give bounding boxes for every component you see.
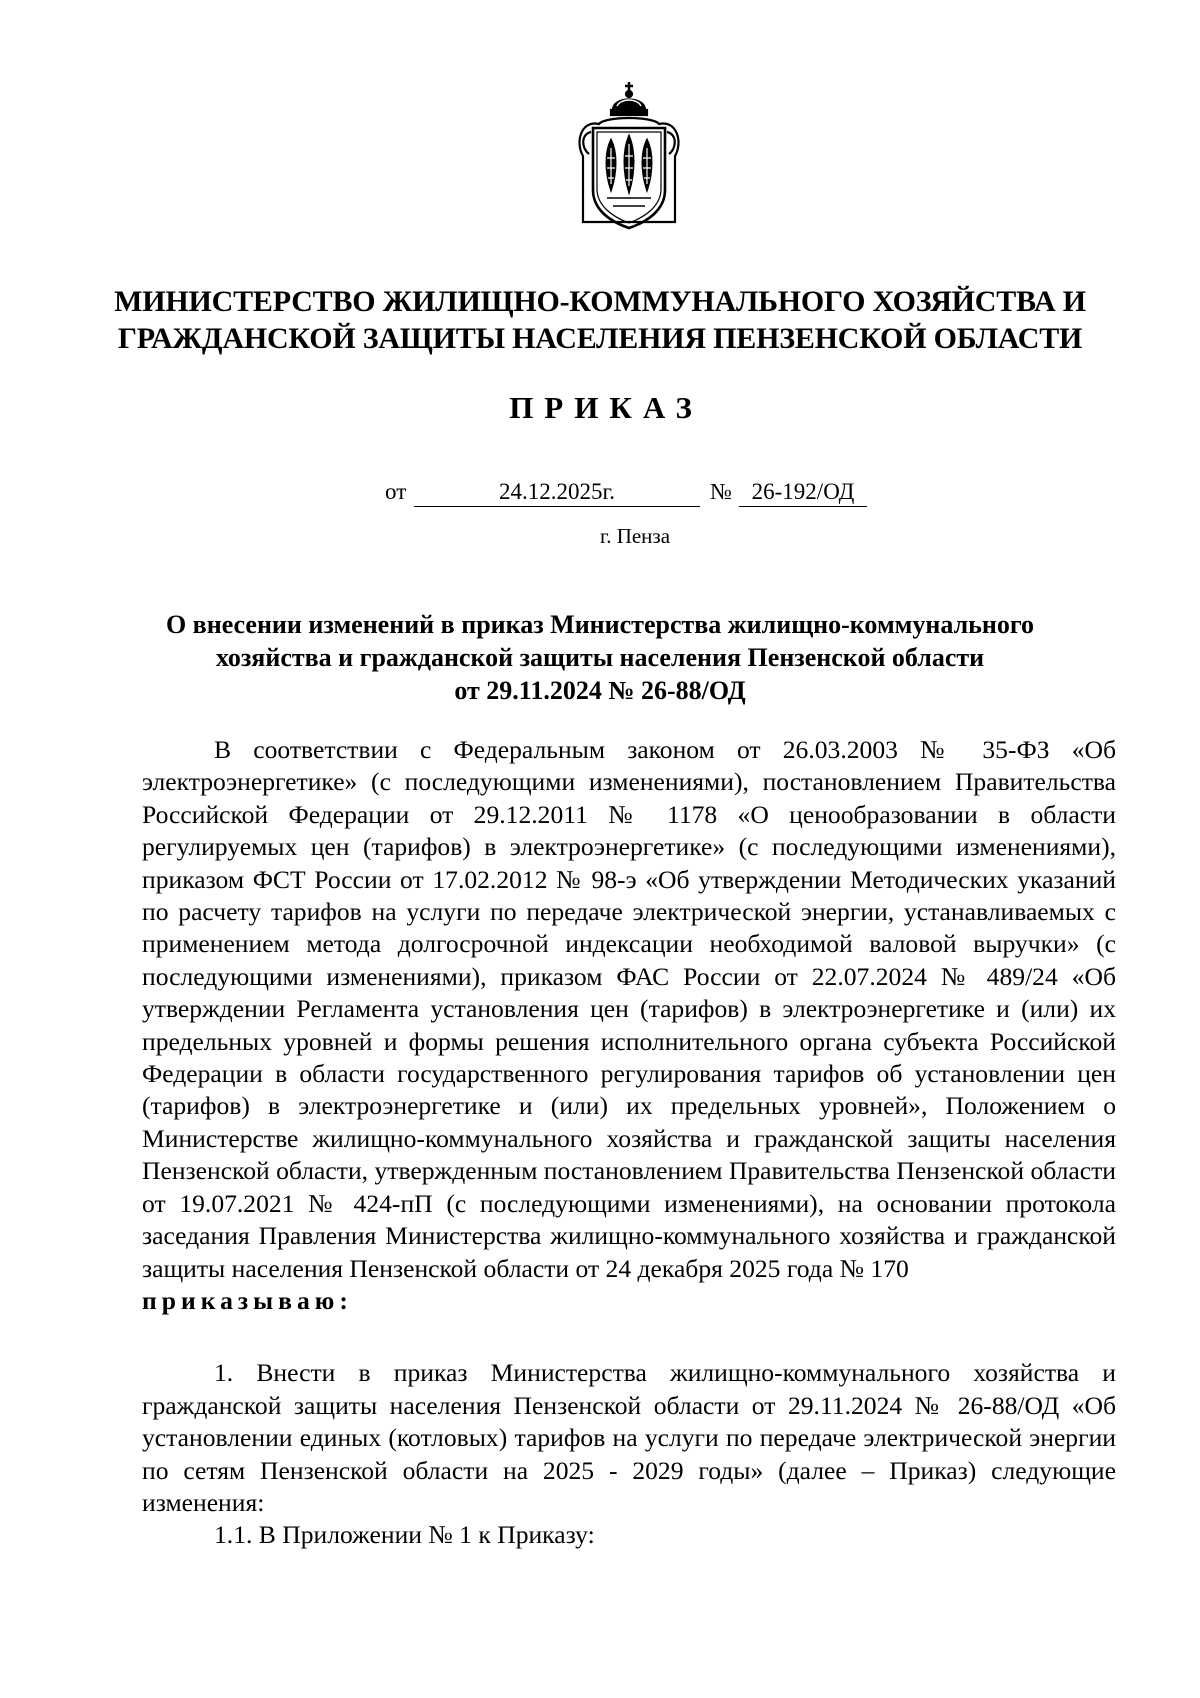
- preamble-paragraph: В соответствии с Федеральным законом от 26.03.2003 № 35-ФЗ «Об электроэнергетике» (с последующими изменениями), постановлением Правительства Российской Федерации от 29.12.2011 № 1178 «О ценообразовании в области регулируемых цен (тарифов) в электроэнергетике» (с последующими изменениями), приказом ФСТ России от 17.02.2012 № 98-э «Об утверждении Методических указаний по расчету тарифов на услуги по передаче электрической энергии, устанавливаемых с применением метода долгосрочной индексации необходимой валовой выручки» (с последующими изменениями), приказом ФАС России от 22.07.2024 № 489/24 «Об утверждении Регламента установления цен (тарифов) в электроэнергетике и (или) их предельных уровней и формы решения исполнительного органа субъекта Российской Федерации в области государственного регулирования тарифов об установлении цен (тарифов) в электроэнергетике и (или) их предельных уровней», Положением о Министерстве жилищно-коммунального хозяйства и гражданской защиты населения Пензенской области, утвержденным постановлением Правительства Пензенской области от 19.07.2021 № 424-пП (с последующими изменениями), на основании протокола заседания Правления Министерства жилищно-коммунального хозяйства и гражданской защиты населения Пензенской области от 24 декабря 2025 года № 170: [142, 735, 1116, 1283]
- document-subject: [120, 608, 1080, 707]
- document-date: 24.12.2025г.: [414, 478, 700, 507]
- date-label: от: [385, 479, 407, 504]
- document-city: г. Пенза: [599, 524, 671, 548]
- item-1-1-paragraph: 1.1. В Приложении № 1 к Приказу:: [214, 1520, 595, 1550]
- number-label: №: [710, 479, 732, 504]
- ministry-name-line-2: ГРАЖДАНСКОЙ ЗАЩИТЫ НАСЕЛЕНИЯ ПЕНЗЕНСКОЙ ОБЛАСТИ: [117, 322, 1083, 355]
- document-number: 26-192/ОД: [739, 478, 867, 507]
- item-1-paragraph: 1. Внести в приказ Министерства жилищно-коммунального хозяйства и гражданской защиты населения Пензенской области от 29.11.2024 № 26-88/ОД «Об установлении единых (котловых) тарифов на услуги по передаче электрической энергии по сетям Пензенской области на 2025 - 2029 годы» (далее – Приказ) следующие изменения:: [142, 1358, 1116, 1517]
- document-type-title: ПРИКАЗ: [509, 390, 703, 425]
- decree-word: приказываю:: [142, 1285, 353, 1315]
- document-body: [142, 734, 1116, 1552]
- subject-line-2: хозяйства и гражданской защиты населения Пензенской области: [215, 643, 985, 672]
- ministry-name-line-1: МИНИСТЕРСТВО ЖИЛИЩНО-КОММУНАЛЬНОГО ХОЗЯЙСТВА И: [114, 285, 1086, 318]
- ministry-name: [100, 283, 1100, 357]
- subject-line-3: от 29.11.2024 № 26-88/ОД: [454, 676, 746, 705]
- coat-of-arms-emblem: [569, 72, 689, 234]
- subject-line-1: О внесении изменений в приказ Министерства жилищно-коммунального: [165, 610, 1035, 639]
